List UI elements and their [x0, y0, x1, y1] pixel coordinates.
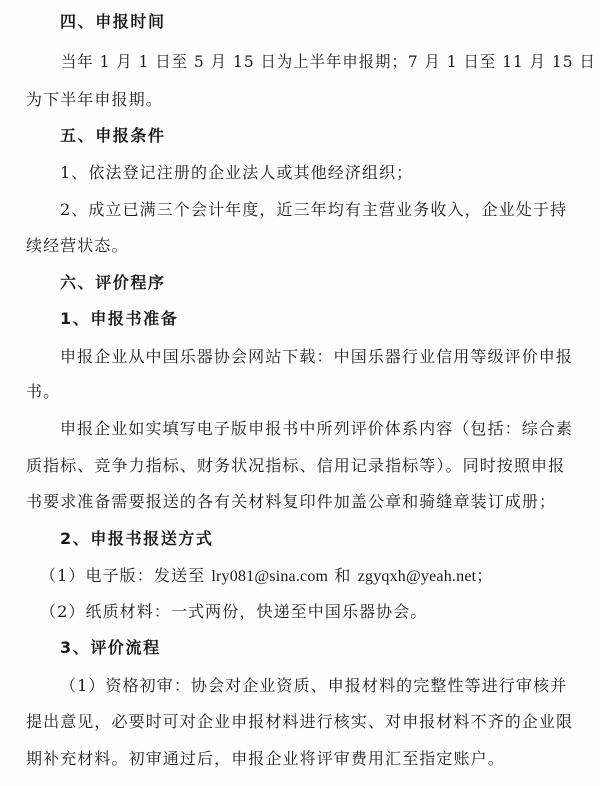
paragraph-line: 书要求准备需要报送的各有关材料复印件加盖公章和骑缝章装订成册；: [26, 492, 557, 511]
subsection-heading-submission-method: 2、申报书报送方式: [60, 529, 214, 548]
list-item-electronic-submission: [40, 566, 493, 587]
paragraph-line: 期补充材料。初审通过后，申报企业将评审费用汇至指定账户。: [26, 749, 505, 768]
paragraph-line: （1）资格初审：协会对企业资质、申报材料的完整性等进行审核并: [60, 676, 568, 695]
paragraph-line: 当年 1 月 1 日至 5 月 15 日为上半年申报期；7 月 1 日至 11 月 15 日: [61, 52, 596, 71]
list-item: 1、依法登记注册的企业法人或其他经济组织；: [60, 163, 414, 182]
paragraph-line: 提出意见，必要时可对企业申报材料进行核实、对申报材料不齐的企业限: [26, 712, 574, 731]
section-heading-application-time: 四、申报时间: [60, 12, 166, 31]
paragraph-line: 申报企业从中国乐器协会网站下载：中国乐器行业信用等级评价申报: [60, 347, 574, 366]
list-item-text: 和: [328, 566, 358, 585]
paragraph-line: 申报企业如实填写电子版申报书中所列评价体系内容（包括：综合素: [60, 419, 574, 438]
list-item-text: （1）电子版：发送至: [40, 566, 212, 585]
email-link-zgyqxh[interactable]: zgyqxh@yeah.net: [357, 568, 477, 585]
list-item: 2、成立已满三个会计年度，近三年均有主营业务收入，企业处于持: [60, 200, 568, 219]
list-item-paper-submission: （2）纸质材料：一式两份，快递至中国乐器协会。: [40, 602, 428, 621]
email-link-lry081[interactable]: lry081@sina.com: [211, 568, 329, 585]
subsection-heading-application-preparation: 1、申报书准备: [60, 309, 179, 328]
paragraph-line: 质指标、竞争力指标、财务状况指标、信用记录指标等）。同时按照申报: [26, 456, 566, 475]
list-item-continuation: 续经营状态。: [26, 236, 129, 255]
paragraph-line: 书。: [26, 382, 61, 401]
section-heading-evaluation-procedure: 六、评价程序: [60, 273, 166, 292]
paragraph-line: 为下半年申报期。: [26, 90, 163, 109]
list-item-text: ；: [476, 566, 494, 585]
section-heading-application-conditions: 五、申报条件: [60, 126, 166, 145]
subsection-heading-evaluation-process: 3、评价流程: [60, 638, 161, 657]
